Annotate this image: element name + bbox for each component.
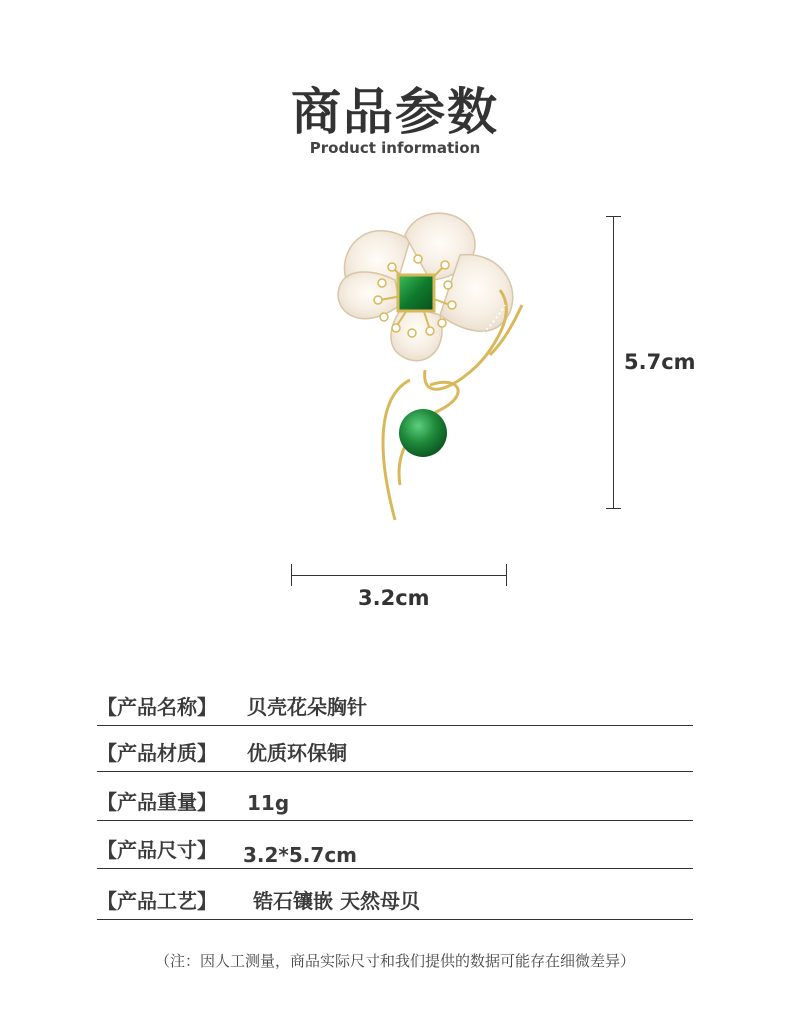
- spec-value: 优质环保铜: [247, 741, 347, 765]
- spec-divider: [97, 919, 693, 920]
- width-dimension-cap: [506, 564, 507, 586]
- height-dimension-cap: [606, 508, 621, 509]
- spec-key: 【产品材质】: [97, 741, 217, 765]
- page-subtitle: Product information: [309, 139, 481, 157]
- spec-value: 3.2*5.7cm: [243, 843, 358, 867]
- spec-row-size: [97, 835, 693, 865]
- spec-row-craft: [97, 886, 693, 916]
- brooch-image: [300, 195, 560, 535]
- spec-value: 11g: [247, 791, 290, 815]
- spec-value: 锆石镶嵌 天然母贝: [253, 889, 420, 913]
- width-label: 3.2cm: [358, 586, 430, 610]
- measurement-note: （注：因人工测量，商品实际尺寸和我们提供的数据可能存在细微差异）: [154, 952, 635, 970]
- height-label: 5.7cm: [624, 350, 696, 374]
- spec-key: 【产品名称】: [97, 695, 217, 719]
- spec-divider: [97, 725, 693, 726]
- spec-key: 【产品重量】: [97, 790, 217, 814]
- spec-key: 【产品尺寸】: [97, 838, 217, 862]
- spec-divider: [97, 771, 693, 772]
- spec-key: 【产品工艺】: [97, 889, 217, 913]
- jade-bead: [399, 409, 447, 457]
- emerald-gem: [398, 275, 434, 311]
- spec-value: 贝壳花朵胸针: [247, 695, 367, 719]
- width-dimension-line: [292, 575, 507, 576]
- spec-divider: [97, 868, 693, 869]
- height-dimension-cap: [606, 216, 621, 217]
- spec-row-weight: [97, 787, 693, 817]
- spec-row-material: [97, 738, 693, 768]
- width-dimension-cap: [291, 564, 292, 586]
- height-dimension-line: [613, 217, 614, 508]
- spec-divider: [97, 820, 693, 821]
- page-title: 商品参数: [291, 83, 499, 141]
- spec-row-name: [97, 692, 693, 722]
